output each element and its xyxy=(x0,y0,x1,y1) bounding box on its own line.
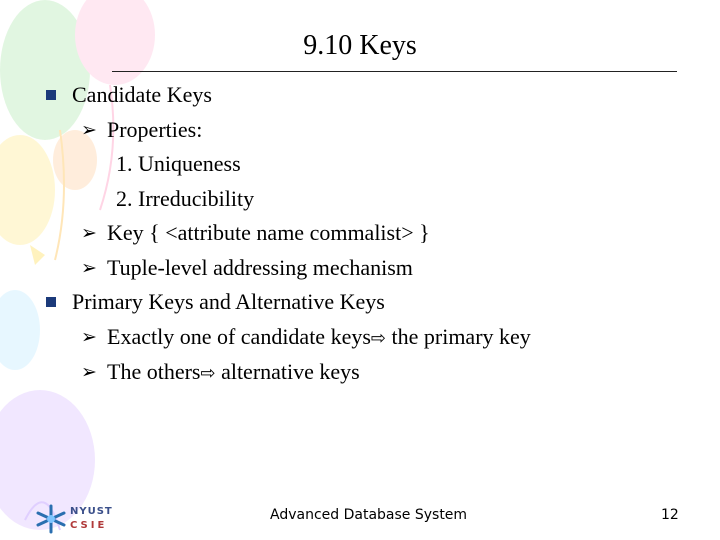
logo-text-top: NYUST xyxy=(70,506,113,517)
nyust-csie-logo xyxy=(34,504,113,539)
title-divider xyxy=(112,71,677,72)
logo-text-bottom: CSIE xyxy=(70,520,108,531)
bullet-level2 xyxy=(81,324,531,352)
bullet-text: Properties: xyxy=(107,117,203,142)
bullet-level2 xyxy=(81,117,202,143)
arrow-bullet-icon: ➢ xyxy=(81,119,97,141)
footer-course-title: Advanced Database System xyxy=(270,507,468,523)
bullet-text: Candidate Keys xyxy=(72,82,212,107)
bullet-text: alternative keys xyxy=(215,359,360,384)
bullet-level1 xyxy=(46,289,385,315)
bullet-level2 xyxy=(81,255,413,281)
numbered-item: 2. Irreducibility xyxy=(116,186,255,211)
arrow-bullet-icon: ➢ xyxy=(81,361,97,383)
arrow-bullet-icon: ➢ xyxy=(81,257,97,279)
bullet-text: Primary Keys and Alternative Keys xyxy=(72,289,385,314)
bullet-text: The others xyxy=(107,359,201,384)
bullet-text: the primary key xyxy=(386,324,531,349)
snowflake-logo-icon xyxy=(34,504,68,534)
square-bullet-icon xyxy=(46,90,56,100)
implies-arrow-icon: ⇨ xyxy=(200,363,216,384)
bullet-level2 xyxy=(81,220,430,246)
bullet-text: Tuple-level addressing mechanism xyxy=(107,255,413,280)
numbered-item: 1. Uniqueness xyxy=(116,151,241,176)
arrow-bullet-icon: ➢ xyxy=(81,222,97,244)
bullet-text: Key { <attribute name commalist> } xyxy=(107,220,430,245)
bullet-text: Exactly one of candidate keys xyxy=(107,324,371,349)
bullet-level2 xyxy=(81,359,360,387)
bullet-level1 xyxy=(46,82,212,108)
implies-arrow-icon: ⇨ xyxy=(370,328,386,349)
square-bullet-icon xyxy=(46,297,56,307)
page-number: 12 xyxy=(661,507,679,523)
arrow-bullet-icon: ➢ xyxy=(81,326,97,348)
slide-title: 9.10 Keys xyxy=(303,30,417,61)
